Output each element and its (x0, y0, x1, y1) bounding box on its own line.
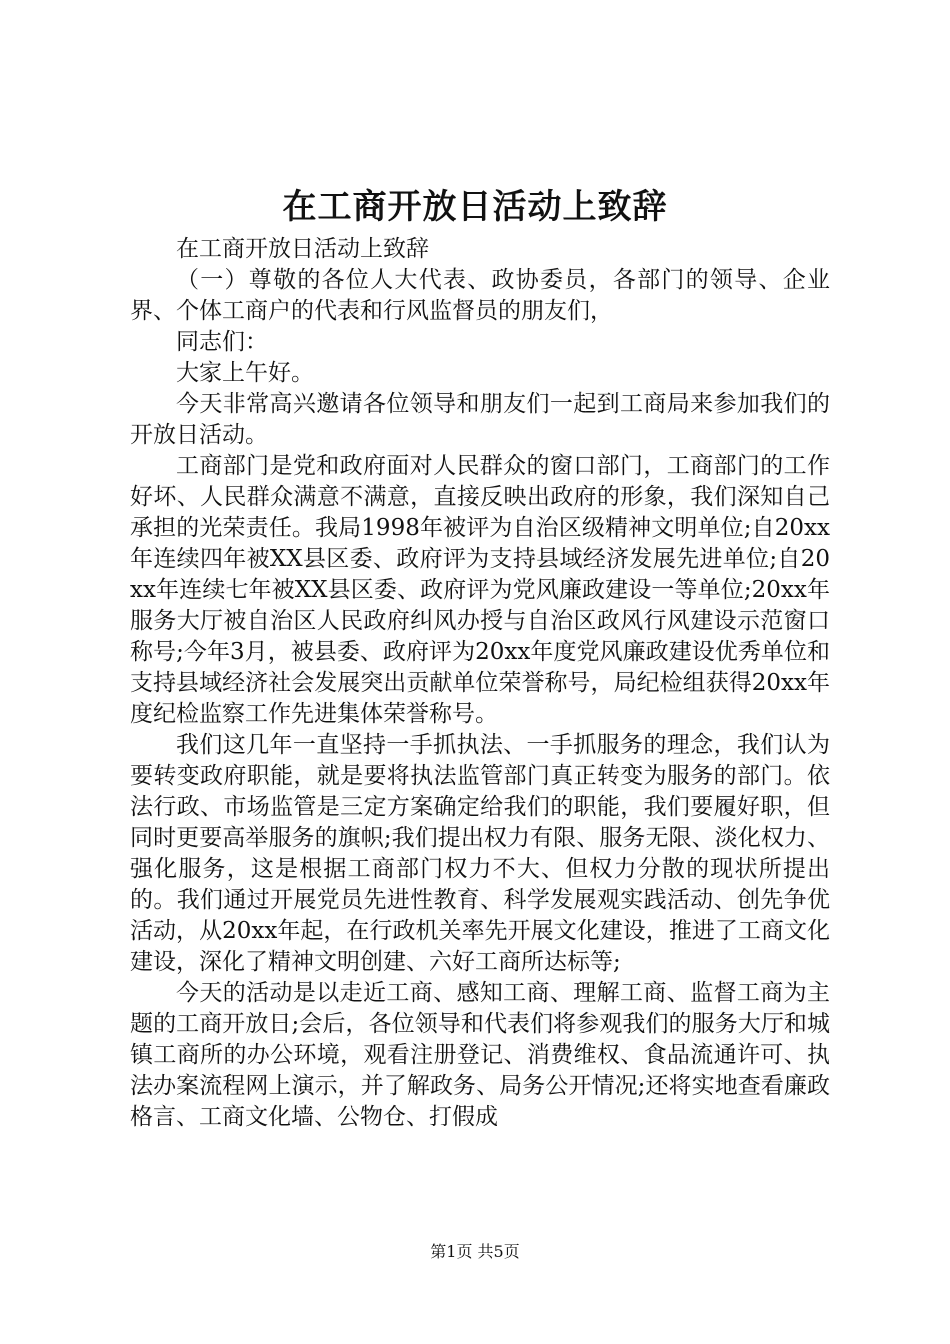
paragraph-activity-theme: 今天的活动是以走近工商、感知工商、理解工商、监督工商为主题的工商开放日;会后，各位领导和代表们将参观我们的服务大厅和城镇工商所的办公环境，观看注册登记、消费维权、食品流通许可、执法办案流程网上演示，并了解政务、局务公开情况;还将实地查看廉政格言、工商文化墙、公物仓、打假成 (130, 980, 830, 1130)
paragraph-heading-repeat: 在工商开放日活动上致辞 (176, 236, 429, 262)
paragraph-honors: 工商部门是党和政府面对人民群众的窗口部门，工商部门的工作好坏、人民群众满意不满意，直接反映出政府的形象，我们深知自己承担的光荣责任。我局1998年被评为自治区级精神文明单位;自20xx年连续四年被XX县区委、政府评为支持县域经济发展先进单位;自20xx年连续七年被XX县区委、政府评为党风廉政建设一等单位;20xx年服务大厅被自治区人民政府纠风办授与自治区政风行风建设示范窗口称号;今年3月，被县委、政府评为20xx年度党风廉政建设优秀单位和支持县域经济社会发展突出贡献单位荣誉称号，局纪检组获得20xx年度纪检监察工作先进集体荣誉称号。 (130, 453, 830, 727)
paragraph-salutation: （一）尊敬的各位人大代表、政协委员，各部门的领导、企业界、个体工商户的代表和行风监督员的朋友们， (130, 267, 830, 324)
paragraph-service-philosophy: 我们这几年一直坚持一手抓执法、一手抓服务的理念，我们认为要转变政府职能，就是要将执法监管部门真正转变为服务的部门。依法行政、市场监管是三定方案确定给我们的职能，我们要履好职，但同时更要高举服务的旗帜;我们提出权力有限、服务无限、淡化权力、强化服务，这是根据工商部门权力不大、但权力分散的现状所提出的。我们通过开展党员先进性教育、科学发展观实践活动、创先争优活动，从20xx年起，在行政机关率先开展文化建设，推进了工商文化建设，深化了精神文明创建、六好工商所达标等; (130, 732, 830, 975)
paragraph-comrades: 同志们： (176, 329, 268, 355)
paragraph-greeting: 大家上午好。 (176, 360, 314, 386)
document-body (130, 234, 830, 1133)
paragraph-welcome: 今天非常高兴邀请各位领导和朋友们一起到工商局来参加我们的开放日活动。 (130, 391, 830, 448)
page-number-footer: 第1页 共5页 (430, 1242, 520, 1261)
document-title: 在工商开放日活动上致辞 (282, 187, 668, 227)
